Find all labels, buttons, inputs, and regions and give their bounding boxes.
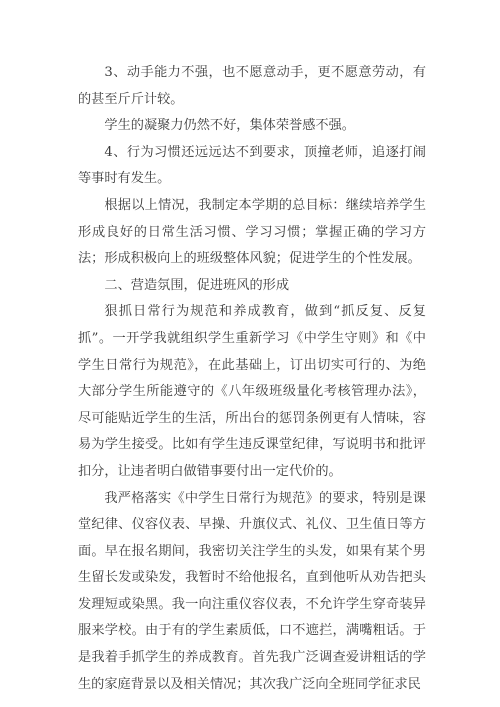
paragraph-goal: 根据以上情况，我制定本学期的总目标：继续培养学生形成良好的日常生活习惯、学习习惯；掌握正确的学习方法；形成积极向上的班级整体风貌；促进学生的个性发展。 (78, 197, 426, 267)
paragraph-implementation: 我严格落实《中学生日常行为规范》的要求，特别是课堂纪律、仪容仪表、早操、升旗仪式、礼仪、卫生值日等方面。早在报名期间，我密切关注学生的头发，如果有某个男生留长发或染发，我暂时不给他报名，直到他听从劝告把头发理短或染黑。我一向注重仪容仪表，不允许学生穿奇装异服来学校。由于有的学生素质低，口不遮拦，满嘴粗话。于是我着手抓学生的养成教育。首先我广泛调查爱讲粗话的学生的家庭背景以及相关情况；其次我广泛向全班同学征求民 (78, 490, 426, 692)
paragraph-ability: 3、动手能力不强，也不愿意动手，更不愿意劳动，有的甚至斤斤计较。 (78, 65, 426, 107)
paragraph-norms: 狠抓日常行为规范和养成教育，做到“抓反复、反复抓”。一开学我就组织学生重新学习《中学生守则》和《中学生日常行为规范》，在此基础上，订出切实可行的、为绝大部分学生所能遵守的《八年级班级量化考核管理办法》，尽可能贴近学生的生活，所出台的惩罚条例更有人情味，容易为学生接受。比如有学生违反课堂纪律，写说明书和批评扣分，让违者明白做错事要付出一定代价的。 (78, 304, 426, 479)
section-heading: 二、营造氛围，促进班风的形成 (104, 277, 290, 293)
document-body (78, 60, 426, 698)
paragraph-behavior: 4、行为习惯还远远达不到要求，顶撞老师，追逐打闹等事时有发生。 (78, 144, 426, 187)
paragraph-cohesion: 学生的凝聚力仍然不好，集体荣誉感不强。 (104, 118, 355, 134)
